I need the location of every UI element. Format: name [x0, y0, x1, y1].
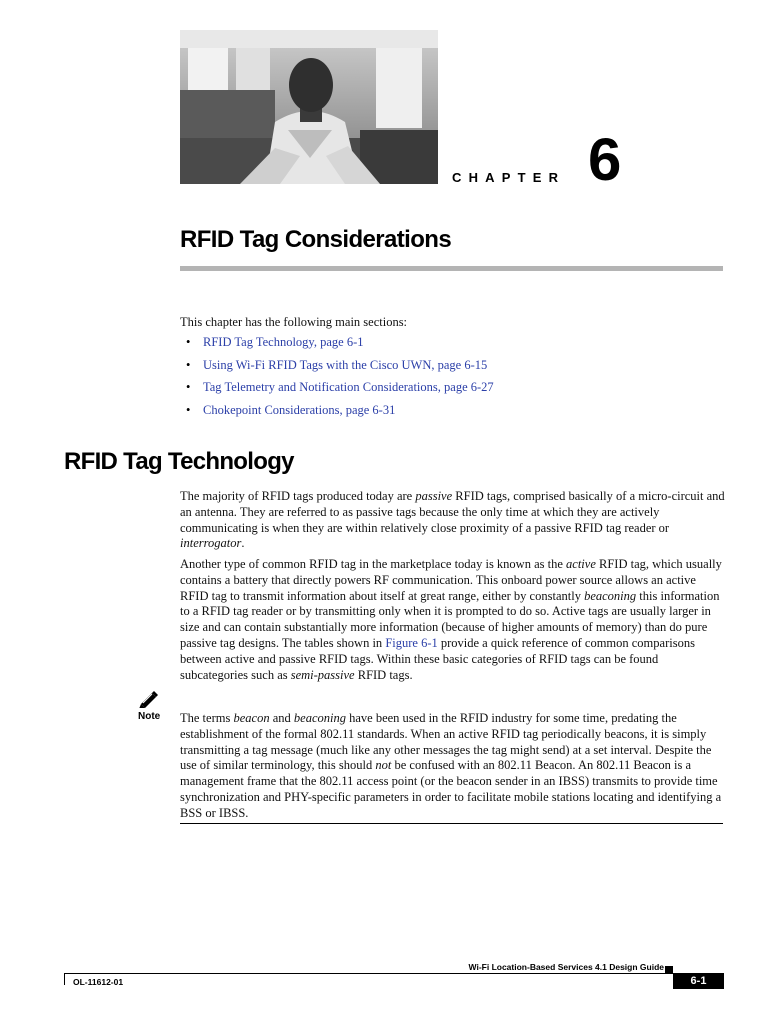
- section-list-item: [186, 334, 494, 357]
- term-passive: passive: [415, 489, 453, 503]
- footer-doc-number: OL-11612-01: [73, 977, 124, 987]
- page-number: 6-1: [673, 974, 724, 989]
- term-interrogator: interrogator: [180, 536, 242, 551]
- paragraph-passive-tags: [180, 489, 725, 552]
- chapter-photo: [180, 30, 438, 184]
- text-run: The majority of RFID tags produced today are: [180, 489, 416, 503]
- paragraph-active-tags: [180, 557, 725, 683]
- term-active: active: [566, 557, 596, 571]
- intro-text: This chapter has the following main sections:: [180, 315, 408, 329]
- section-list-item: [186, 402, 494, 425]
- bullet: •: [186, 380, 191, 394]
- text-run: be confused with an 802.11 Beacon. An 802.11 Beacon is a management frame that the 802.11 access point (or the beacon sender in an IBSS) transmits to provide time synchronization and PHY-specific parameters in order to facilitate mobile stations locating and identifying a BSS or IBSS.: [180, 758, 722, 820]
- toc-link-tag-telemetry[interactable]: Tag Telemetry and Notification Considerations, page 6-27: [203, 380, 494, 394]
- footer-guide-title: Wi-Fi Location-Based Services 4.1 Design Guide: [468, 962, 664, 972]
- toc-link-wifi-rfid-tags[interactable]: Using Wi-Fi RFID Tags with the Cisco UWN, page 6-15: [203, 357, 488, 372]
- term-beaconing: beaconing: [293, 711, 346, 725]
- figure-link[interactable]: Figure 6-1: [385, 635, 438, 650]
- text-run: .: [241, 536, 245, 551]
- text-run: and: [269, 711, 294, 725]
- term-not: not: [375, 758, 392, 773]
- text-run: Another type of common RFID tag in the marketplace today is known as the: [180, 557, 567, 571]
- toc-link-rfid-tag-technology[interactable]: RFID Tag Technology, page 6-1: [203, 335, 364, 349]
- note-rule: [180, 823, 723, 824]
- section-list-item: [186, 357, 494, 380]
- footer-rule: [64, 973, 724, 974]
- note-label: Note: [138, 711, 161, 722]
- term-beaconing: beaconing: [584, 588, 637, 603]
- bullet: •: [186, 402, 191, 417]
- text-run: provide a quick reference of common comparisons between active and passive RFID tags. Within these basic categories of RFID tags can be found subcategories such as: [180, 635, 695, 682]
- text-run: RFID tag, which usually contains a battery that directly powers RF communication. This onboard power source allows an active RFID tag to transmit information about itself at great range, either by constantly: [180, 557, 722, 603]
- text-run: this information to a RFID tag reader or by transmitting only when it is prompted to do so. Active tags are usually larger in size and can contain substantially more information (because of higher amounts of memory) than do pure passive tag designs. The tables shown in: [180, 588, 720, 650]
- term-semi-passive: semi-passive: [290, 667, 355, 682]
- bullet: •: [186, 357, 191, 372]
- footer-tick: [64, 973, 65, 985]
- section-title: RFID Tag Technology: [64, 448, 294, 475]
- chapter-title: RFID Tag Considerations: [180, 226, 452, 253]
- bullet: •: [186, 335, 191, 349]
- text-run: The terms: [180, 711, 234, 725]
- text-run: RFID tags.: [354, 667, 413, 682]
- term-beacon: beacon: [233, 711, 270, 725]
- chapter-label: CHAPTER: [452, 170, 566, 185]
- section-list-item: [186, 379, 494, 402]
- toc-link-chokepoint[interactable]: Chokepoint Considerations, page 6-31: [203, 402, 396, 417]
- section-list: [186, 334, 494, 424]
- pencil-icon: [138, 688, 160, 713]
- note-text: [180, 711, 722, 822]
- text-run: RFID tags, comprised basically of a micro-circuit and an antenna. They are referred to as passive tags because the only time at which they are actively communicating is when they are within relatively close proximity of a passive RFID tag reader or: [180, 489, 725, 535]
- title-rule: [180, 266, 723, 271]
- chapter-number: 6: [588, 126, 622, 193]
- text-run: have been used in the RFID industry for some time, predating the establishment of the formal 802.11 standards. When an active RFID tag periodically beacons, it is simply transmitting a tag message (much like any other messages the tag might send) at a set interval. Despite the use of similar terminology, this should: [180, 711, 712, 773]
